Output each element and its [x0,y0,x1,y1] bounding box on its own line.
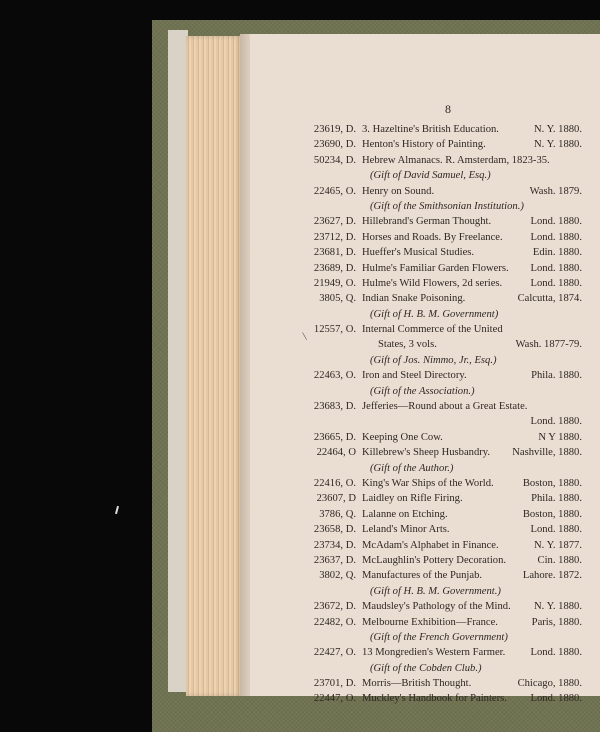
entry-place-year: Lond. 1880. [530,277,582,289]
entry-title: Maudsley's Pathology of the Mind. [362,601,511,613]
catalog-entries [250,124,600,709]
catalog-entry [250,278,600,293]
entry-place-year: Edin. 1880. [532,247,582,259]
entry-place-year: Boston, 1880. [522,508,582,520]
catalog-entry [250,524,600,539]
call-number: 23672, D. [313,601,356,613]
call-number: 22427, O. [313,647,356,659]
page-edges [186,36,242,696]
catalog-entry [250,216,600,231]
catalog-entry [250,247,600,262]
entry-title: Keeping One Cow. [362,431,443,443]
call-number: 22464, O [316,447,356,459]
dust-fleck [115,506,119,514]
gift-text: (Gift of the Author.) [370,462,454,474]
entry-place-year: Lond. 1880. [530,216,582,228]
gift-note [250,463,600,478]
gift-note [250,386,600,401]
entry-title: Hulme's Wild Flowers, 2d series. [362,277,503,289]
gift-note [250,663,600,678]
call-number: 23690, D. [313,139,356,151]
catalog-entry [250,293,600,308]
entry-title: King's War Ships of the World. [362,477,494,489]
entry-place-year: Lahore. 1872. [522,570,582,582]
call-number: 21949, O. [313,277,356,289]
gift-text: (Gift of the Association.) [370,385,475,397]
catalog-entry [250,370,600,385]
gift-text: (Gift of H. B. M. Government.) [370,585,501,597]
call-number: 23701, D. [313,678,356,690]
entry-title: Henton's History of Painting. [362,139,486,151]
entry-place-year: Calcutta, 1874. [517,293,582,305]
call-number: 23712, D. [313,231,356,243]
entry-place-year: N. Y. 1880. [534,601,582,613]
entry-place-year: Boston, 1880. [522,477,582,489]
call-number: 23637, D. [313,554,356,566]
catalog-entry-continuation [250,416,600,431]
entry-place-year: Chicago, 1880. [517,678,582,690]
entry-title: Manufactures of the Punjab. [362,570,483,582]
gift-text: (Gift of Jos. Nimmo, Jr., Esq.) [370,354,497,366]
entry-title: Hillebrand's German Thought. [362,216,492,228]
catalog-entry [250,124,600,139]
endpaper [168,30,188,692]
page-number: 8 [445,102,451,116]
catalog-entry [250,401,600,416]
entry-title: Henry on Sound. [362,185,435,197]
entry-title: Hulme's Familiar Garden Flowers. [362,262,509,274]
entry-title: McAdam's Alphabet in Finance. [362,539,499,551]
entry-place-year: Lond. 1880. [530,231,582,243]
catalog-page [250,34,600,705]
call-number: 23665, D. [313,431,356,443]
gift-note [250,586,600,601]
catalog-entry [250,601,600,616]
gift-note [250,632,600,647]
entry-title: Lalanne on Etching. [362,508,448,520]
call-number: 23627, D. [313,216,356,228]
entry-title: Jefferies—Round about a Great Estate. [362,401,528,413]
call-number: 12557, O. [313,324,356,336]
call-number: 50234, D. [313,154,356,166]
entry-place-year: Cin. 1880. [537,554,582,566]
gift-note [250,201,600,216]
entry-title: Muckley's Handbook for Painters. [362,693,507,705]
gift-text: (Gift of David Samuel, Esq.) [370,170,491,182]
entry-title: Killebrew's Sheep Husbandry. [362,447,491,459]
entry-title: Morris—British Thought. [362,678,472,690]
call-number: 3802, Q. [319,570,356,582]
catalog-entry [250,478,600,493]
catalog-entry [250,493,600,508]
catalog-entry [250,155,600,170]
catalog-entry [250,139,600,154]
catalog-entry [250,447,600,462]
call-number: 22465, O. [313,185,356,197]
entry-title: Indian Snake Poisoning. [362,293,466,305]
entry-title: Leland's Minor Arts. [362,524,450,536]
call-number: 23689, D. [313,262,356,274]
call-number: 23619, D. [313,124,356,135]
entry-title: 3. Hazeltine's British Education. [362,124,499,135]
entry-title: McLaughlin's Pottery Decoration. [362,554,507,566]
catalog-entry [250,540,600,555]
entry-place-year: N Y 1880. [538,431,582,443]
entry-title: States, 3 vols. [378,339,437,351]
catalog-entry [250,509,600,524]
gift-text: (Gift of the Cobden Club.) [370,662,482,674]
gift-note [250,170,600,185]
catalog-entry [250,555,600,570]
entry-place-year: Wash. 1879. [529,185,582,197]
check-mark: \ [301,328,308,344]
catalog-entry-continuation [250,339,600,354]
entry-place-year: Lond. 1880. [530,416,582,428]
call-number: 22416, O. [313,477,356,489]
catalog-entry [250,186,600,201]
entry-title: 13 Mongredien's Western Farmer. [362,647,506,659]
entry-place-year: N. Y. 1880. [534,139,582,151]
entry-place-year: Lond. 1880. [530,262,582,274]
entry-title: Iron and Steel Directory. [362,370,467,382]
entry-place-year: Wash. 1877-79. [515,339,582,351]
call-number: 23734, D. [313,539,356,551]
entry-place-year: Phila. 1880. [531,370,582,382]
call-number: 22447, O. [313,693,356,705]
catalog-entry [250,232,600,247]
entry-title: Hueffer's Musical Studies. [362,247,475,259]
entry-title: Melbourne Exhibition—France. [362,616,498,628]
entry-place-year: Nashville, 1880. [512,447,582,459]
entry-place-year: Lond. 1880. [530,524,582,536]
entry-title: Horses and Roads. By Freelance. [362,231,503,243]
catalog-entry [250,617,600,632]
catalog-entry [250,647,600,662]
catalog-entry [250,678,600,693]
entry-title: Hebrew Almanacs. R. Amsterdam, 1823-35. [362,154,550,166]
catalog-entry [250,693,600,708]
entry-place-year: N. Y. 1880. [534,124,582,135]
call-number: 23658, D. [313,524,356,536]
call-number: 22482, O. [313,616,356,628]
entry-place-year: Lond. 1880. [530,647,582,659]
catalog-entry [250,263,600,278]
catalog-entry [250,432,600,447]
entry-title: Laidley on Rifle Firing. [362,493,463,505]
call-number: 3786, Q. [319,508,356,520]
gift-text: (Gift of the French Government) [370,631,508,643]
gift-text: (Gift of the Smithsonian Institution.) [370,200,524,212]
call-number: 3805, Q. [319,293,356,305]
gift-text: (Gift of H. B. M. Government) [370,308,499,320]
entry-place-year: Phila. 1880. [531,493,582,505]
catalog-entry [250,570,600,585]
gift-note [250,355,600,370]
entry-place-year: Paris, 1880. [531,616,582,628]
entry-place-year: Lond. 1880. [530,693,582,705]
gift-note [250,309,600,324]
call-number: 23681, D. [313,247,356,259]
entry-place-year: N. Y. 1877. [534,539,582,551]
call-number: 22463, O. [313,370,356,382]
entry-title: Internal Commerce of the United [362,324,503,336]
call-number: 23683, D. [313,401,356,413]
call-number: 23607, D [316,493,356,505]
